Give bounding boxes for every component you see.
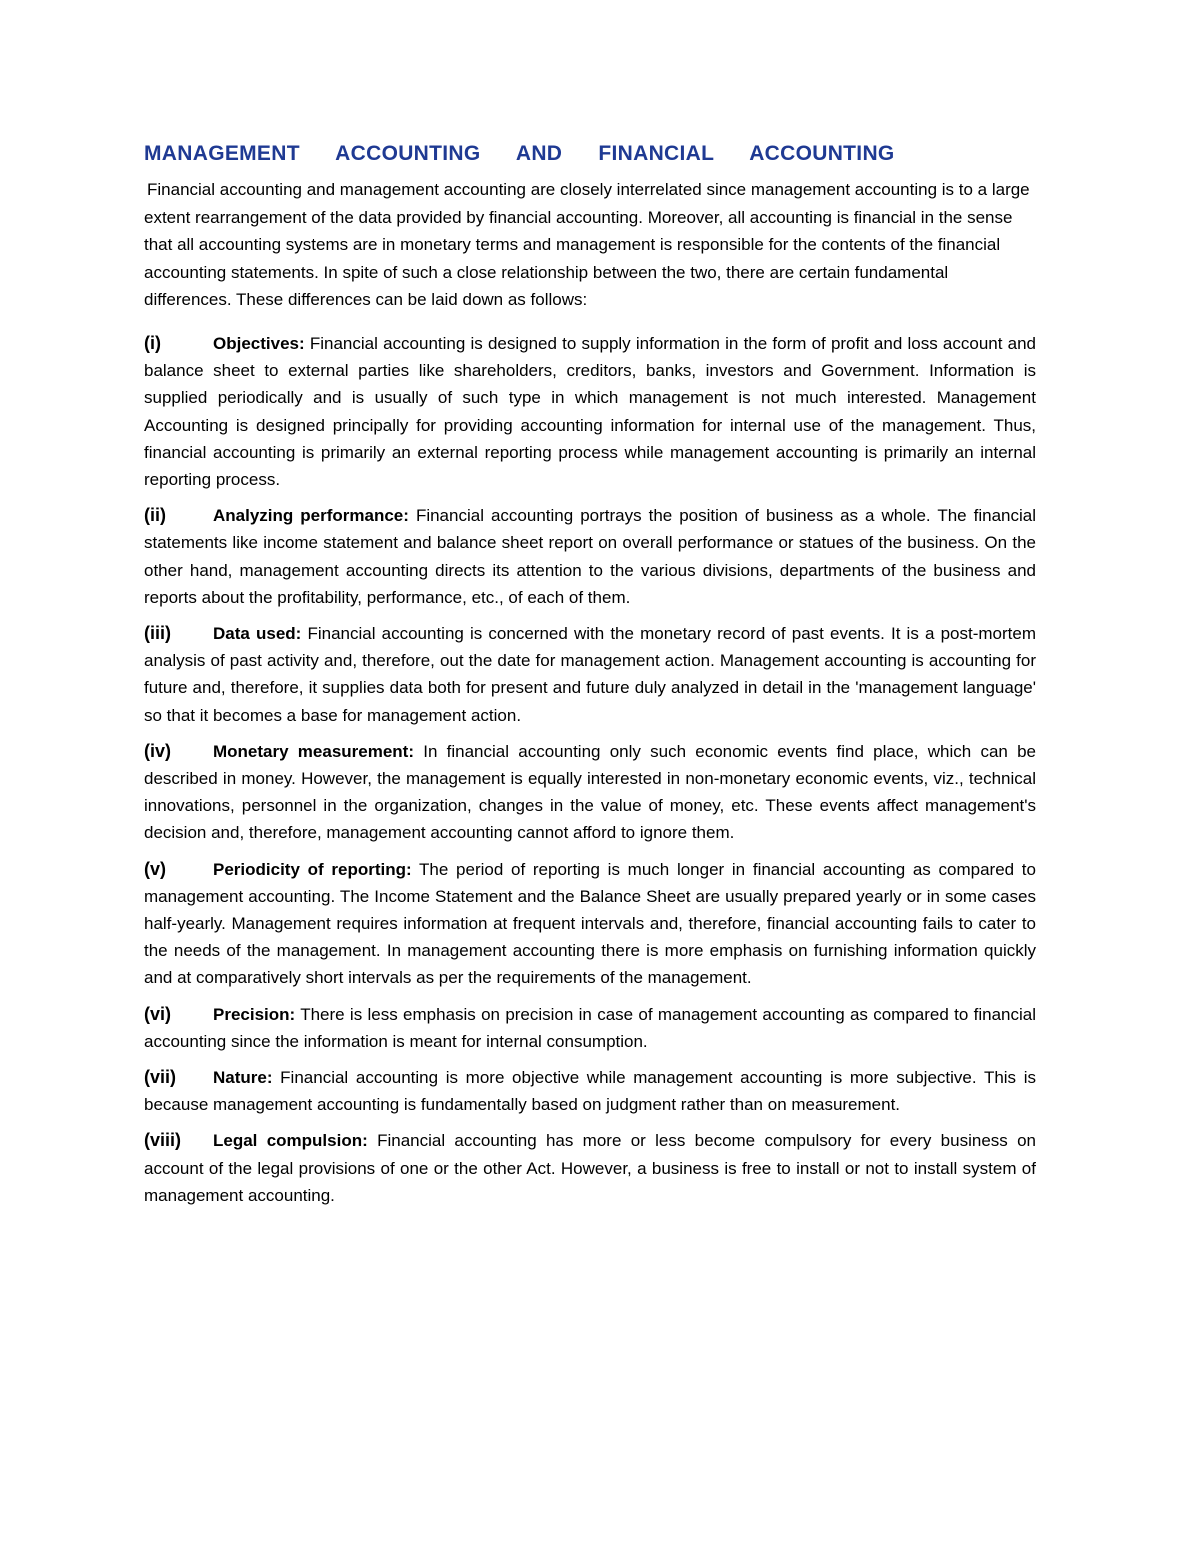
item-number: (ii) <box>144 505 166 526</box>
item-text: Financial accounting is more objective while management accounting is more subjective. This is because management accounting is fundamentally based on judgment rather than on measurement. <box>144 1068 1036 1115</box>
item-text: Financial accounting is designed to supply information in the form of profit and loss account and balance sheet to external parties like shareholders, creditors, banks, investors and Government. Information is supplied periodically and is usually of such type in which management is not much interested. Management Accounting is designed principally for providing accounting information for internal use of the management. Thus, financial accounting is primarily an external reporting process while management accounting is primarily an internal reporting process. <box>144 333 1036 489</box>
item-text: The period of reporting is much longer in financial accounting as compared to management accounting. The Income Statement and the Balance Sheet are usually prepared yearly or in some cases half-yearly. Management requires information at frequent intervals and, therefore, financial accounting fails to cater to the needs of the management. In management accounting there is more emphasis on furnishing information quickly and at comparatively short intervals as per the requirements of the management. <box>144 859 1036 988</box>
item-text: In financial accounting only such economic events find place, which can be described in money. However, the management is equally interested in non-monetary economic events, viz., technical innovations, personnel in the organization, changes in the value of money, etc. These events affect management's decision and, therefore, management accounting cannot afford to ignore them. <box>144 741 1036 843</box>
item-text: Financial accounting is concerned with the monetary record of past events. It is a post-mortem analysis of past activity and, therefore, out the date for management action. Management accounting is accounting for future and, therefore, it supplies data both for present and future duly analyzed in detail in the 'management language' so that it becomes a base for management action. <box>144 624 1036 725</box>
item-number: (i) <box>144 332 161 353</box>
list-item <box>144 620 1036 729</box>
item-heading: Precision: <box>213 1004 296 1024</box>
document-page <box>144 142 1036 1218</box>
list-item <box>144 330 1036 493</box>
intro-paragraph: Financial accounting and management accounting are closely interrelated since management accounting is to a large extent rearrangement of the data provided by financial accounting. Moreover, all accounting is financial in the sense that all accounting systems are in monetary terms and management is responsible for the contents of the financial accounting statements. In spite of such a close relationship between the two, there are certain fundamental differences. These differences can be laid down as follows: <box>144 180 1030 310</box>
item-text: Financial accounting portrays the position of business as a whole. The financial statements like income statement and balance sheet report on overall performance or statues of the business. On the other hand, management accounting directs its attention to the various divisions, departments of the business and reports about the profitability, performance, etc., of each of them. <box>144 506 1036 607</box>
item-heading: Periodicity of reporting: <box>213 859 412 879</box>
item-number: (v) <box>144 858 166 879</box>
list-item <box>144 1127 1036 1209</box>
item-heading: Data used: <box>213 624 302 643</box>
item-heading: Legal compulsion: <box>213 1131 368 1151</box>
list-item <box>144 1064 1036 1118</box>
list-item <box>144 738 1036 847</box>
item-number: (viii) <box>144 1130 182 1151</box>
item-heading: Analyzing performance: <box>213 506 409 526</box>
item-number: (iv) <box>144 740 171 761</box>
item-number: (vi) <box>144 1003 171 1024</box>
document-title: MANAGEMENT ACCOUNTING AND FINANCIAL ACCOUNTING <box>144 142 895 165</box>
list-item <box>144 1001 1036 1055</box>
item-heading: Nature: <box>213 1068 273 1088</box>
list-item <box>144 502 1036 611</box>
item-number: (vii) <box>144 1067 177 1088</box>
item-number: (iii) <box>144 623 171 643</box>
list-item <box>144 856 1036 992</box>
item-text: Financial accounting has more or less become compulsory for every business on account of the legal provisions of one or the other Act. However, a business is free to install or not to install system of management accounting. <box>144 1131 1036 1205</box>
item-heading: Objectives: <box>213 333 305 353</box>
item-heading: Monetary measurement: <box>213 741 415 761</box>
item-text: There is less emphasis on precision in case of management accounting as compared to financial accounting since the information is meant for internal consumption. <box>144 1004 1036 1051</box>
